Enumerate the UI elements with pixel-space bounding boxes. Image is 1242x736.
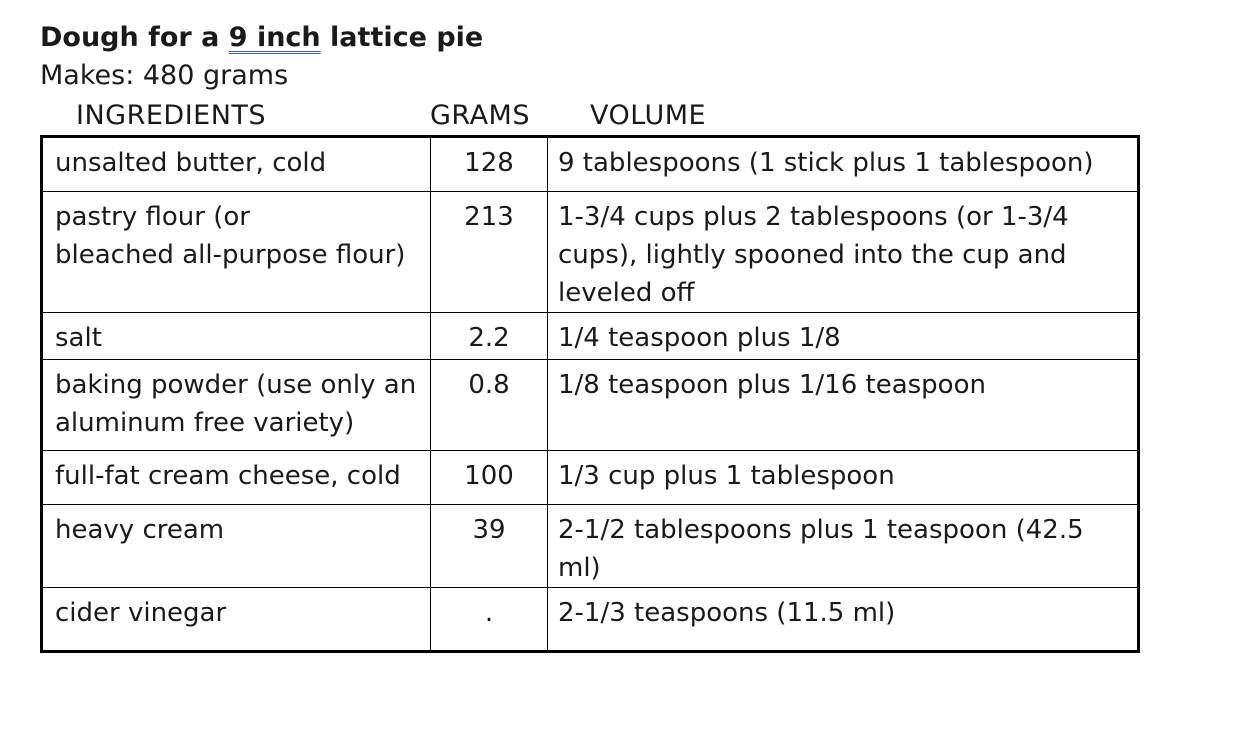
volume-cell: 9 tablespoons (1 stick plus 1 tablespoon) [548,137,1139,192]
yield-line [40,58,288,94]
grams-cell: 39 [431,505,548,588]
ingredient-line-2: bleached all-purpose flour) [55,240,406,270]
ingredients-table [40,135,1140,653]
table-row [42,505,1139,588]
ingredient-line-1: pastry flour (or [55,202,250,232]
table-row [42,588,1139,652]
ingredient-cell: full-fat cream cheese, cold [42,451,431,505]
yield-label: Makes: [40,60,135,91]
table-row [42,192,1139,313]
ingredient-cell: baking powder (use only an aluminum free variety) [42,360,431,451]
grams-cell: 213 [431,192,548,313]
volume-cell: 1/3 cup plus 1 tablespoon [548,451,1139,505]
volume-cell: 2-1/2 tablespoons plus 1 teaspoon (42.5 ml) [548,505,1139,588]
column-header-ingredients: INGREDIENTS [76,100,267,131]
recipe-title [40,20,483,56]
title-prefix: Dough for a [40,22,229,53]
ingredient-cell: unsalted butter, cold [42,137,431,192]
ingredient-cell: salt [42,313,431,360]
ingredient-cell: heavy cream [42,505,431,588]
column-header-grams: GRAMS [430,100,530,131]
volume-cell: 2-1/3 teaspoons (11.5 ml) [548,588,1139,652]
title-suffix: lattice pie [320,22,484,53]
yield-value: 480 grams [134,60,289,91]
ingredient-cell [42,192,431,313]
grams-cell: . [431,588,548,652]
volume-cell: 1/8 teaspoon plus 1/16 teaspoon [548,360,1139,451]
grams-cell: 128 [431,137,548,192]
volume-cell: 1-3/4 cups plus 2 tablespoons (or 1-3/4 cups), lightly spooned into the cup and leveled off [548,192,1139,313]
column-header-volume: VOLUME [590,100,707,131]
grams-cell: 2.2 [431,313,548,360]
table-row [42,360,1139,451]
ingredient-cell: cider vinegar [42,588,431,652]
grams-cell: 100 [431,451,548,505]
volume-cell: 1/4 teaspoon plus 1/8 [548,313,1139,360]
title-size-spellcheck[interactable]: 9 inch [228,22,321,53]
grams-cell: 0.8 [431,360,548,451]
table-row [42,313,1139,360]
table-row [42,451,1139,505]
table-row [42,137,1139,192]
